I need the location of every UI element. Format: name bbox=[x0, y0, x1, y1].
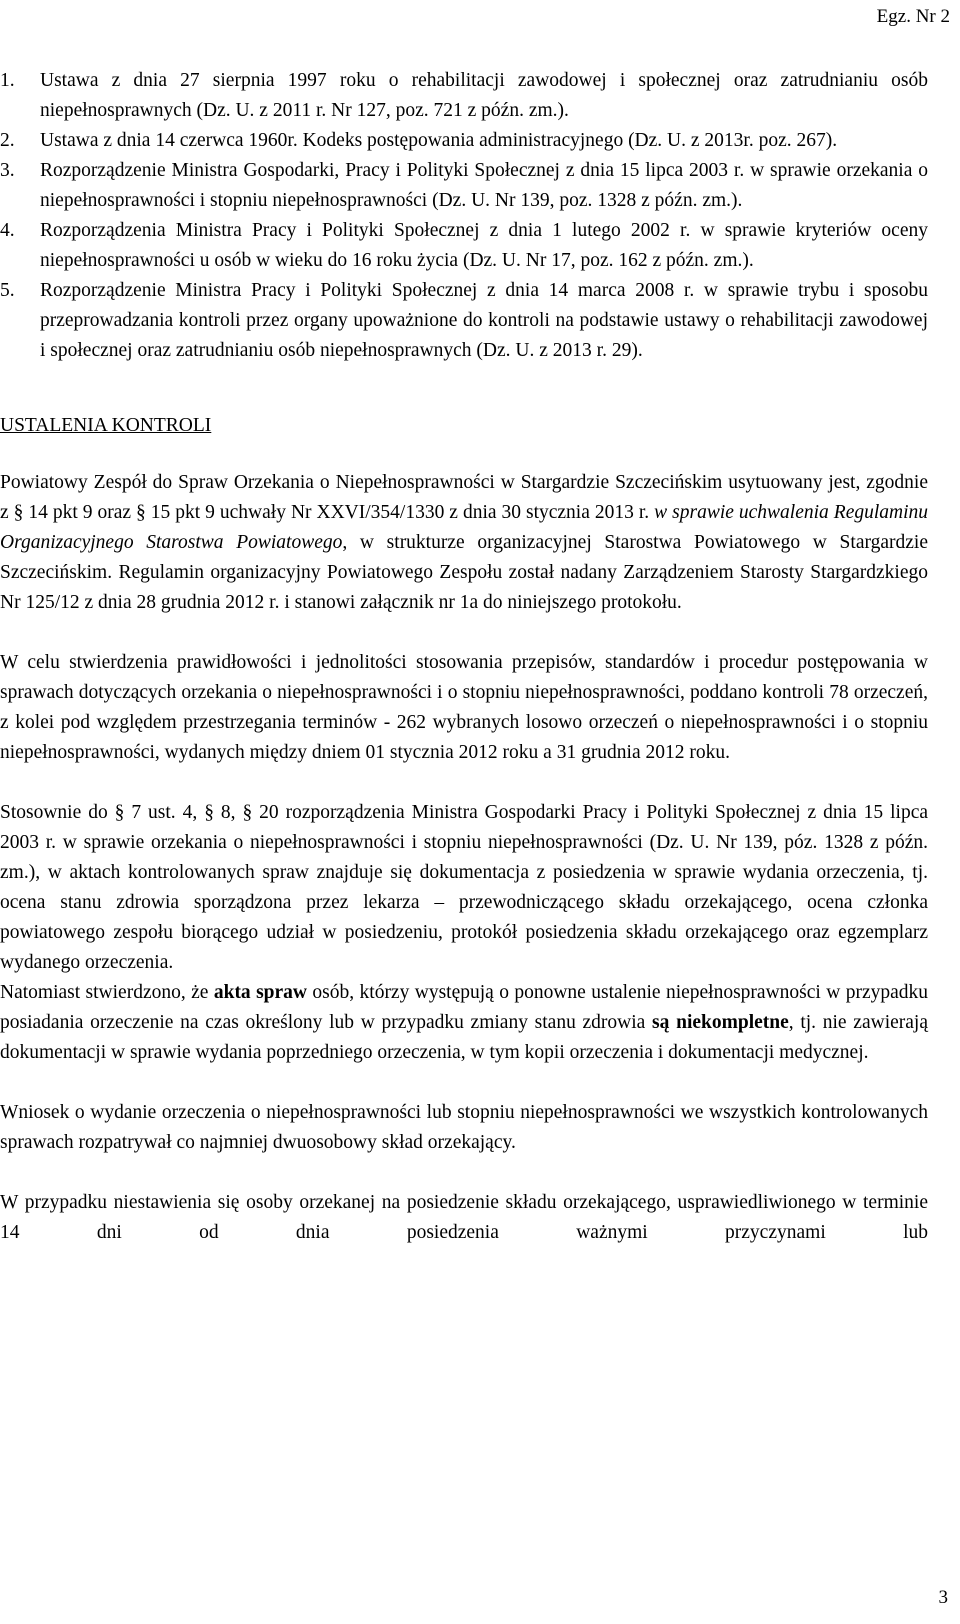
paragraph-findings bbox=[0, 978, 928, 1068]
paragraph-text: , tj. nie zawierają dokumentacji w sprawie wydania poprzedniego orzeczenia, w tym kopii orzeczenia i dokumentacji medycznej. bbox=[0, 1012, 928, 1063]
document-body bbox=[0, 66, 928, 1248]
copy-number: Egz. Nr 2 bbox=[876, 6, 950, 27]
list-item bbox=[0, 126, 928, 156]
paragraph-documentation: Stosownie do § 7 ust. 4, § 8, § 20 rozporządzenia Ministra Gospodarki Pracy i Polityki Społecznej z dnia 15 lipca 2003 r. w sprawie orzekania o niepełnosprawności i stopniu niepełnosprawności (Dz. U. Nr 139, póz. 1328 z późn. zm.), w aktach kontrolowanych spraw znajduje się dokumentacja z posiedzenia w sprawie wydania orzeczenia, tj. ocena stanu zdrowia sporządzona przez lekarza – przewodniczącego składu orzekającego, ocena członka powiatowego zespołu biorącego udział w posiedzeniu, protokół posiedzenia składu orzekającego oraz egzemplarz wydanego orzeczenia. bbox=[0, 802, 928, 973]
list-item-text: Ustawa z dnia 27 sierpnia 1997 roku o rehabilitacji zawodowej i społecznej oraz zatrudnianiu osób niepełnosprawnych (Dz. U. z 2011 r. Nr 127, poz. 721 z późn. zm.). bbox=[40, 70, 928, 121]
list-item-number: 1. bbox=[0, 70, 15, 91]
paragraph-panel: Wniosek o wydanie orzeczenia o niepełnosprawności lub stopniu niepełnosprawności we wszystkich kontrolowanych sprawach rozpatrywał co najmniej dwuosobowy skład orzekający. bbox=[0, 1102, 928, 1153]
list-item-text: Rozporządzenie Ministra Gospodarki, Pracy i Polityki Społecznej z dnia 15 lipca 2003 r. w sprawie orzekania o niepełnosprawności i stopniu niepełnosprawności (Dz. U. Nr 139, poz. 1328 z późn. zm.). bbox=[40, 160, 928, 211]
page-number: 3 bbox=[938, 1587, 948, 1608]
spacer bbox=[0, 768, 928, 798]
paragraph-text: osób, którzy występują o ponowne ustalenie niepełnosprawności w przypadku posiadania orzeczenie na czas określony lub w przypadku zmiany stanu zdrowia bbox=[0, 982, 928, 1033]
list-item bbox=[0, 216, 928, 276]
spacer bbox=[0, 1158, 928, 1188]
section-heading: USTALENIA KONTROLI bbox=[0, 415, 212, 436]
list-item-number: 2. bbox=[0, 130, 15, 151]
paragraph-text: Powiatowy Zespół do Spraw Orzekania o Niepełnosprawności w Stargardzie Szczecińskim usytuowany jest, zgodnie z § 14 pkt 9 oraz § 15 pkt 9 uchwały Nr XXVI/354/1330 z dnia 30 stycznia 2013 r. bbox=[0, 472, 928, 523]
list-item-text: Ustawa z dnia 14 czerwca 1960r. Kodeks postępowania administracyjnego (Dz. U. z 2013r. poz. 267). bbox=[40, 130, 838, 151]
list-item bbox=[0, 276, 928, 366]
spacer bbox=[0, 618, 928, 648]
list-item-number: 3. bbox=[0, 160, 15, 181]
legal-basis-list bbox=[0, 66, 928, 366]
list-item-number: 5. bbox=[0, 280, 15, 301]
bold-phrase: akta spraw bbox=[213, 982, 308, 1003]
list-item bbox=[0, 156, 928, 216]
list-item-text: Rozporządzenie Ministra Pracy i Polityki Społecznej z dnia 14 marca 2008 r. w sprawie trybu i sposobu przeprowadzania kontroli przez organy upoważnione do kontroli na podstawie ustawy o rehabilitacji zawodowej i społecznej oraz zatrudnianiu osób niepełnosprawnych (Dz. U. z 2013 r. 29). bbox=[40, 280, 928, 361]
paragraph-absence: W przypadku niestawienia się osoby orzekanej na posiedzenie składu orzekającego, usprawiedliwionego w terminie 14 dni od dnia posiedzenia ważnymi przyczynami lub bbox=[0, 1192, 928, 1243]
spacer bbox=[0, 1068, 928, 1098]
list-item-text: Rozporządzenia Ministra Pracy i Polityki Społecznej z dnia 1 lutego 2002 r. w sprawie kryteriów oceny niepełnosprawności u osób w wieku do 16 roku życia (Dz. U. Nr 17, poz. 162 z późn. zm.). bbox=[40, 220, 928, 271]
resolution-title-italic: w sprawie uchwalenia Regulaminu Organizacyjnego Starostwa Powiatowego bbox=[0, 502, 929, 553]
list-item-number: 4. bbox=[0, 220, 15, 241]
paragraph-text: , w strukturze organizacyjnej Starostwa Powiatowego w Stargardzie Szczecińskim. Regulamin organizacyjny Powiatowego Zespołu został nadany Zarządzeniem Starosty Stargardzkiego Nr 125/12 z dnia 28 grudnia 2012 r. i stanowi załącznik nr 1a do niniejszego protokołu. bbox=[0, 532, 928, 613]
bold-phrase: są niekompletne bbox=[652, 1012, 789, 1033]
list-item bbox=[0, 66, 928, 126]
paragraph-scope: W celu stwierdzenia prawidłowości i jednolitości stosowania przepisów, standardów i procedur postępowania w sprawach dotyczących orzekania o niepełnosprawności i o stopniu niepełnosprawności, poddano kontroli 78 orzeczeń, z kolei pod względem przestrzegania terminów - 262 wybranych losowo orzeczeń o niepełnosprawności i o stopniu niepełnosprawności, wydanych między dniem 01 stycznia 2012 roku a 31 grudnia 2012 roku. bbox=[0, 652, 928, 763]
paragraph-organization bbox=[0, 468, 928, 618]
paragraph-text: Natomiast stwierdzono, że bbox=[0, 982, 214, 1003]
